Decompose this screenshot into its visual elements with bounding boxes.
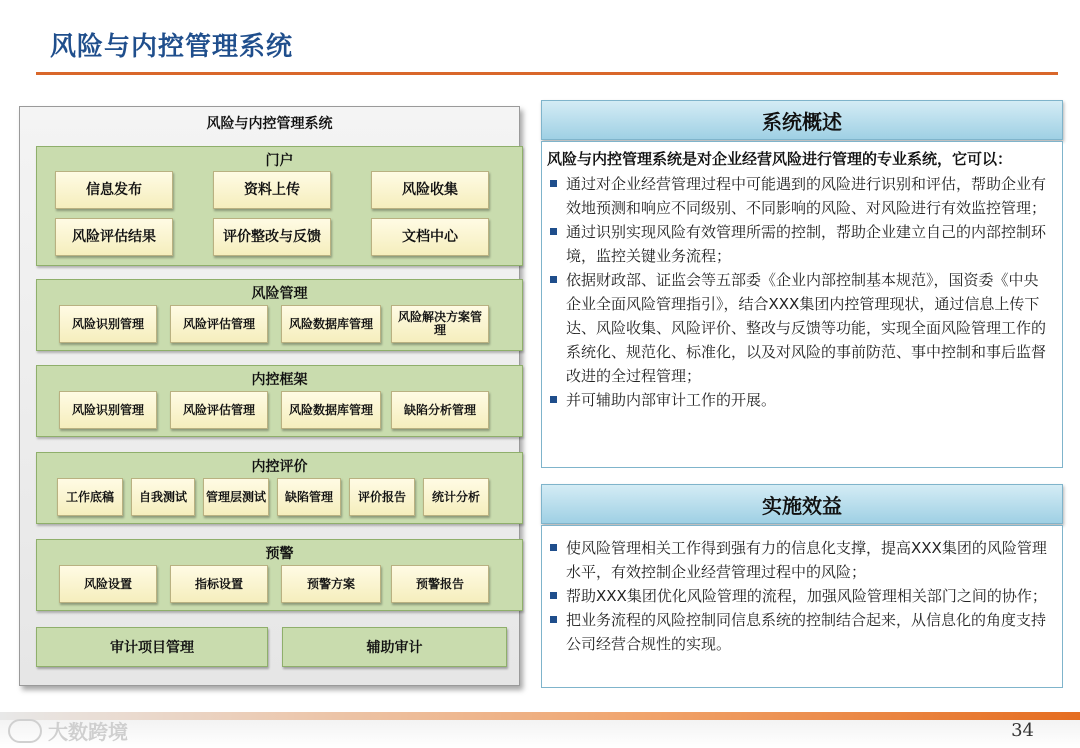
module-box: 自我测试 — [131, 478, 195, 516]
list-item — [548, 172, 1052, 220]
footer — [0, 720, 1080, 748]
logo-text: 大数跨境 — [48, 720, 128, 744]
logo-mark-icon — [8, 719, 42, 743]
brand-logo — [8, 716, 128, 745]
module-box: 指标设置 — [170, 565, 268, 603]
bullet-text: 使风险管理相关工作得到强有力的信息化支撑，提高XXX集团的风险管理水平，有效控制企业经营管理过程中的风险； — [566, 539, 1047, 581]
title-divider — [36, 72, 1058, 75]
footer-accent-bar — [0, 712, 1080, 720]
bullet-text: 依据财政部、证监会等五部委《企业内部控制基本规范》，国资委《中央企业全面风险管理指引》，结合XXX集团内控管理现状，通过信息上传下达、风险收集、风险评价、整改与反馈等功能，实现全面风险管理工作的系统化、规范化、标准化，以及对风险的事前防范、事中控制和事后监督改进的全过程管理； — [566, 271, 1047, 385]
bullet-square-icon — [550, 396, 557, 403]
module-box: 风险设置 — [59, 565, 157, 603]
group-early-warning — [36, 539, 523, 611]
group-title: 内控框架 — [251, 372, 308, 388]
bullet-square-icon — [550, 592, 557, 599]
benefits-bullet-list — [542, 536, 1062, 656]
module-box: 风险评估管理 — [170, 305, 268, 343]
page-title: 风险与内控管理系统 — [50, 32, 294, 62]
group-internal-control-framework — [36, 365, 523, 437]
module-box: 风险识别管理 — [59, 305, 157, 343]
module-box: 缺陷管理 — [277, 478, 341, 516]
overview-panel — [541, 141, 1063, 468]
list-item — [548, 220, 1052, 268]
bullet-square-icon — [550, 228, 557, 235]
module-box: 风险数据库管理 — [281, 391, 381, 429]
group-title: 风险管理 — [251, 286, 308, 302]
module-box: 文档中心 — [371, 218, 489, 256]
module-box: 风险收集 — [371, 171, 489, 209]
overview-bullet-list — [542, 172, 1062, 412]
bullet-text: 并可辅助内部审计工作的开展。 — [566, 391, 777, 409]
auxiliary-audit-box: 辅助审计 — [282, 627, 507, 667]
module-box: 管理层测试 — [203, 478, 269, 516]
bullet-square-icon — [550, 276, 557, 283]
group-internal-control-evaluation — [36, 452, 523, 524]
module-box: 统计分析 — [423, 478, 489, 516]
module-box: 预警报告 — [391, 565, 489, 603]
bullet-text: 把业务流程的风险控制同信息系统的控制结合起来，从信息化的角度支持公司经营合规性的实现。 — [566, 611, 1047, 653]
bullet-square-icon — [550, 180, 557, 187]
bullet-square-icon — [550, 616, 557, 623]
bullet-text: 通过对企业经营管理过程中可能遇到的风险进行识别和评估，帮助企业有效地预测和响应不同级别、不同影响的风险、对风险进行有效监控管理； — [566, 175, 1047, 217]
module-box: 风险识别管理 — [59, 391, 157, 429]
page-number: 34 — [1011, 720, 1034, 741]
bullet-text: 通过识别实现风险有效管理所需的控制，帮助企业建立自己的内部控制环境，监控关键业务流程； — [566, 223, 1047, 265]
module-box: 风险评估结果 — [55, 218, 173, 256]
group-title: 门户 — [265, 153, 294, 169]
list-item — [548, 584, 1052, 608]
list-item — [548, 388, 1052, 412]
overview-header: 系统概述 — [541, 100, 1063, 140]
list-item — [548, 268, 1052, 388]
module-box: 风险数据库管理 — [281, 305, 381, 343]
module-box: 信息发布 — [55, 171, 173, 209]
benefits-panel — [541, 525, 1063, 688]
architecture-diagram — [19, 106, 520, 686]
module-box: 缺陷分析管理 — [391, 391, 489, 429]
module-box: 评价整改与反馈 — [213, 218, 331, 256]
module-box: 预警方案 — [281, 565, 381, 603]
audit-project-management-box: 审计项目管理 — [36, 627, 268, 667]
module-box: 风险解决方案管理 — [391, 305, 489, 343]
module-box: 工作底稿 — [57, 478, 123, 516]
list-item — [548, 536, 1052, 584]
bullet-text: 帮助XXX集团优化风险管理的流程，加强风险管理相关部门之间的协作； — [566, 587, 1047, 605]
group-risk-management — [36, 279, 523, 351]
group-title: 内控评价 — [251, 459, 308, 475]
module-box: 风险评估管理 — [170, 391, 268, 429]
group-portal — [36, 146, 523, 266]
diagram-title: 风险与内控管理系统 — [206, 116, 333, 132]
benefits-header: 实施效益 — [541, 484, 1063, 524]
list-item — [548, 608, 1052, 656]
overview-intro: 风险与内控管理系统是对企业经营风险进行管理的专业系统，它可以： — [547, 150, 1013, 168]
module-box: 资料上传 — [213, 171, 331, 209]
group-title: 预警 — [265, 546, 294, 562]
bullet-square-icon — [550, 544, 557, 551]
module-box: 评价报告 — [349, 478, 415, 516]
